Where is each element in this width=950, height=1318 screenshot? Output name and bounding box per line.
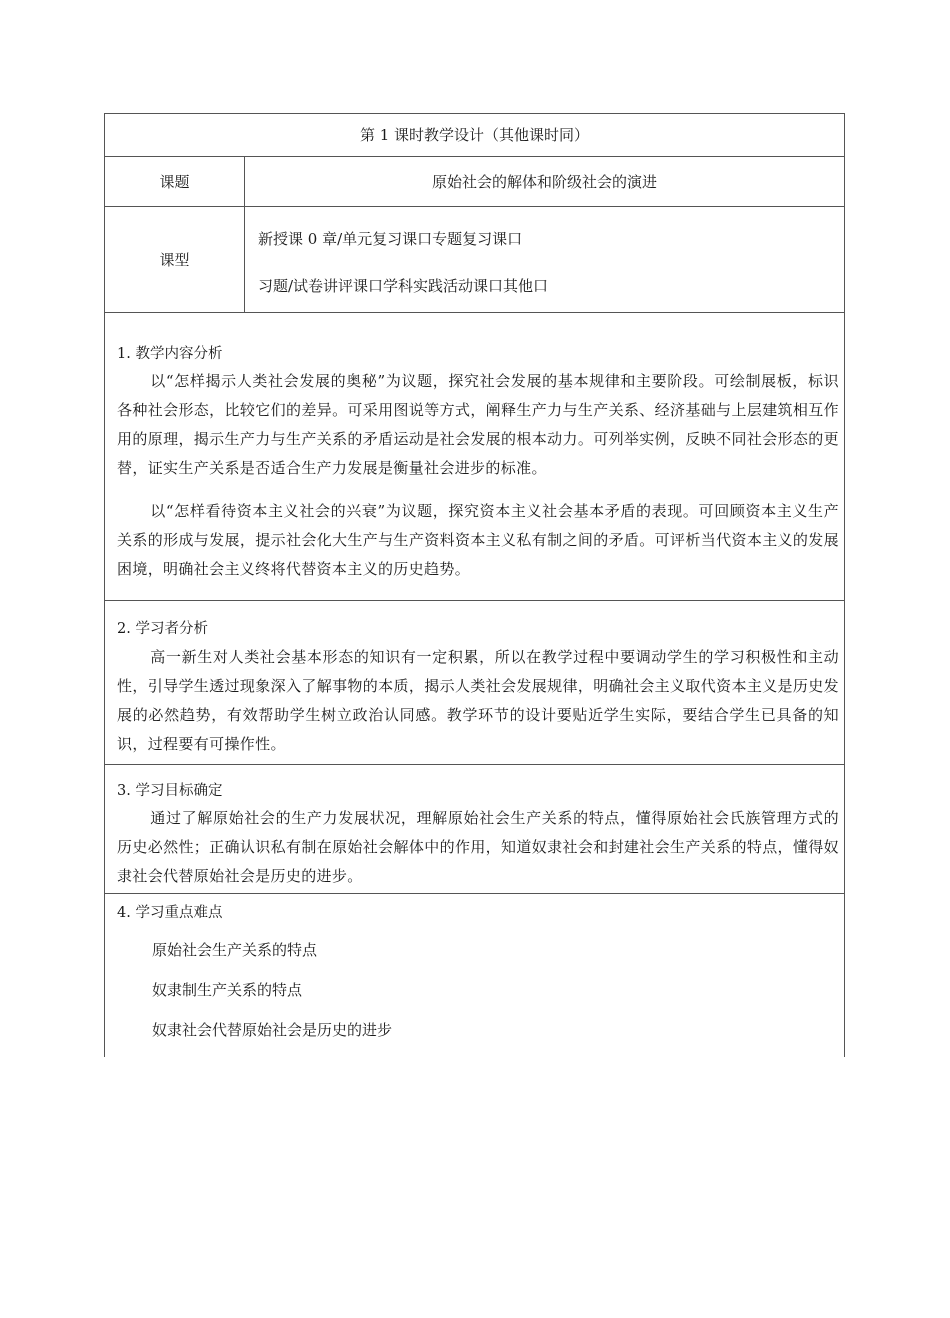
- section-3-title: 3. 学习目标确定: [117, 783, 223, 799]
- section-3-paragraph-text: 通过了解原始社会的生产力发展状况，理解原始社会生产关系的特点，懂得原始社会氏族管理方式的历史必然性；正确认识私有制在原始社会解体中的作用，知道奴隶社会和封建社会生产关系的特点，懂得奴隶社会代替原始社会是历史的进步。: [117, 809, 839, 885]
- section-4-title: 4. 学习重点难点: [117, 905, 223, 921]
- section-2-title: 2. 学习者分析: [117, 621, 208, 637]
- section-3-paragraph: [117, 804, 839, 891]
- lesson-type-value: [245, 207, 844, 312]
- section-1-paragraph-2: [117, 497, 839, 584]
- section-key-points: [105, 894, 844, 1058]
- table-title-row: [105, 114, 844, 157]
- section-2-paragraph-text: 高一新生对人类社会基本形态的知识有一定积累，所以在教学过程中要调动学生的学习积极性和主动性，引导学生透过现象深入了解事物的本质，揭示人类社会发展规律，明确社会主义取代资本主义是历史发展的必然趋势，有效帮助学生树立政治认同感。教学环节的设计要贴近学生实际，要结合学生已具备的知识，过程要有可操作性。: [117, 648, 839, 753]
- lesson-type-row: [105, 207, 844, 313]
- table-title: 第 1 课时教学设计（其他课时同）: [359, 126, 590, 144]
- lesson-type-line-1: 新授课 0 章/单元复习课口专题复习课口: [258, 230, 523, 248]
- section-1-paragraph-1-text: 以“怎样揭示人类社会发展的奥秘”为议题，探究社会发展的基本规律和主要阶段。可绘制展板，标识各种社会形态，比较它们的差异。可采用图说等方式，阐释生产力与生产关系、经济基础与上层建筑相互作用的原理，揭示生产力与生产关系的矛盾运动是社会发展的根本动力。可列举实例，反映不同社会形态的更替，证实生产关系是否适合生产力发展是衡量社会进步的标准。: [117, 372, 839, 477]
- topic-label: 课题: [105, 157, 245, 206]
- lesson-type-label: 课型: [105, 207, 245, 312]
- section-learning-goals: [105, 765, 844, 894]
- section-1-paragraph-1: [117, 367, 839, 483]
- section-content-analysis: [105, 313, 844, 601]
- key-point-3: 奴隶社会代替原始社会是历史的进步: [152, 1021, 393, 1039]
- section-2-paragraph: [117, 643, 839, 759]
- lesson-plan-table: [104, 113, 845, 1057]
- section-learner-analysis: [105, 601, 844, 765]
- key-point-1: 原始社会生产关系的特点: [152, 941, 318, 959]
- topic-text: 原始社会的解体和阶级社会的演进: [431, 173, 657, 191]
- topic-row: [105, 157, 844, 207]
- section-1-title: 1. 教学内容分析: [117, 346, 223, 362]
- key-point-2: 奴隶制生产关系的特点: [152, 981, 303, 999]
- topic-value: [245, 157, 844, 206]
- lesson-type-line-2: 习题/试卷讲评课口学科实践活动课口其他口: [258, 277, 549, 295]
- section-1-paragraph-2-text: 以“怎样看待资本主义社会的兴衰”为议题，探究资本主义社会基本矛盾的表现。可回顾资本主义生产关系的形成与发展，提示社会化大生产与生产资料资本主义私有制之间的矛盾。可评析当代资本主义的发展困境，明确社会主义终将代替资本主义的历史趋势。: [117, 502, 839, 578]
